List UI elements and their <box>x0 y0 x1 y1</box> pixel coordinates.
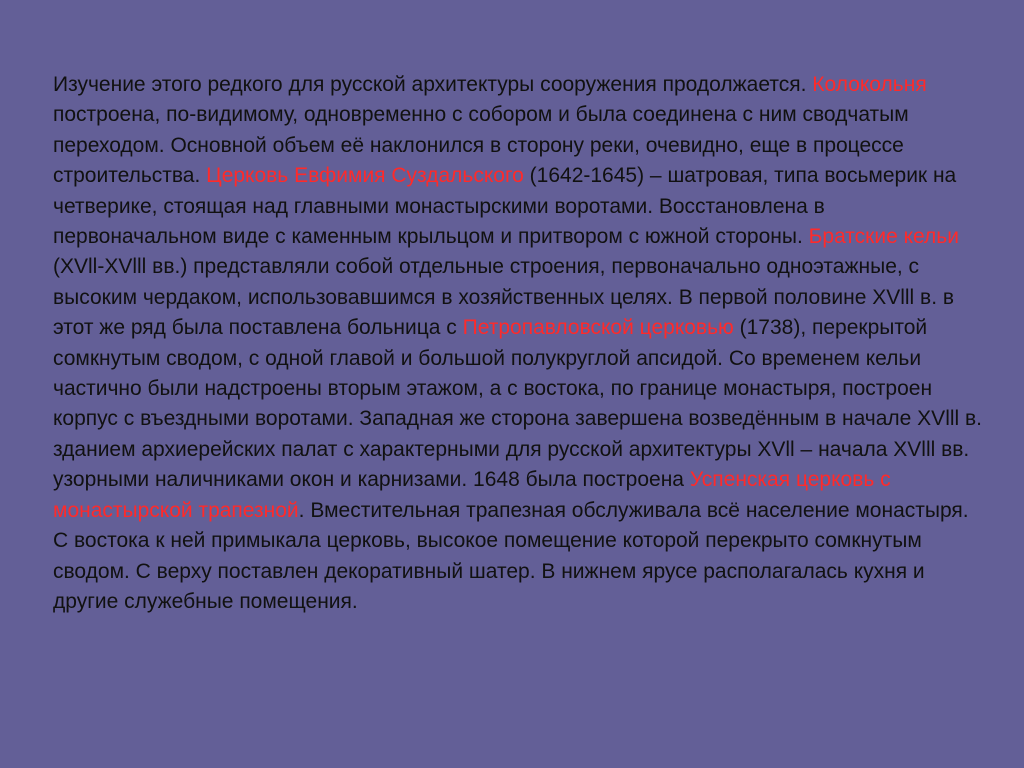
text-segment: (1642-1645) – шатровая, типа восьмерик на четверике, стоящая над главными монастырскими воротами. Восстановлена в первоначальном виде с каменным крыльцом и притвором с южной стороны. <box>53 164 957 249</box>
body-paragraph <box>53 70 988 617</box>
text-segment: Изучение этого редкого для русской архитектуры сооружения продолжается. <box>53 73 813 96</box>
text-segment: (XVll-XVlll вв.) представляли собой отдельные строения, первоначально одноэтажные, с высоким чердаком, использовавшимся в хозяйственных целях. В первой половине XVlll в. в этот же ряд была поставлена больница с <box>53 255 955 340</box>
highlight-assumption-church: Успенская церковь с монастырской трапезной <box>53 468 891 522</box>
highlight-peter-paul-church: Петропавловской церковью <box>462 316 734 340</box>
text-segment: построена, по-видимому, одновременно с собором и была соединена с ним сводчатым переходом. Основной объем её наклонился в сторону реки, очевидно, еще в процессе строительства. <box>53 103 909 188</box>
highlight-church-euthymius: Церковь Евфимия Суздальского <box>206 164 524 188</box>
text-segment: (1738), перекрытой сомкнутым сводом, с одной главой и большой полукруглой апсидой. Со временем кельи частично были надстроены вторым этажом, а с востока, по границе монастыря, построен корпус с въездными воротами. Западная же сторона завершена возведённым в начале XVlll в. зданием архиерейских палат с характерными для русской архитектуры XVll – начала XVlll вв. узорными наличниками окон и карнизами. 1648 была построена <box>53 316 983 492</box>
highlight-bell-tower: Колокольня <box>812 73 927 96</box>
highlight-brethren-cells: Братские кельи <box>808 225 959 249</box>
text-segment: . Вместительная трапезная обслуживала всё население монастыря. С востока к ней примыкала церковь, высокое помещение которой перекрыто сомкнутым сводом. С верху поставлен декоративный шатер. В нижнем ярусе располагалась кухня и другие служебные помещения. <box>53 498 969 613</box>
